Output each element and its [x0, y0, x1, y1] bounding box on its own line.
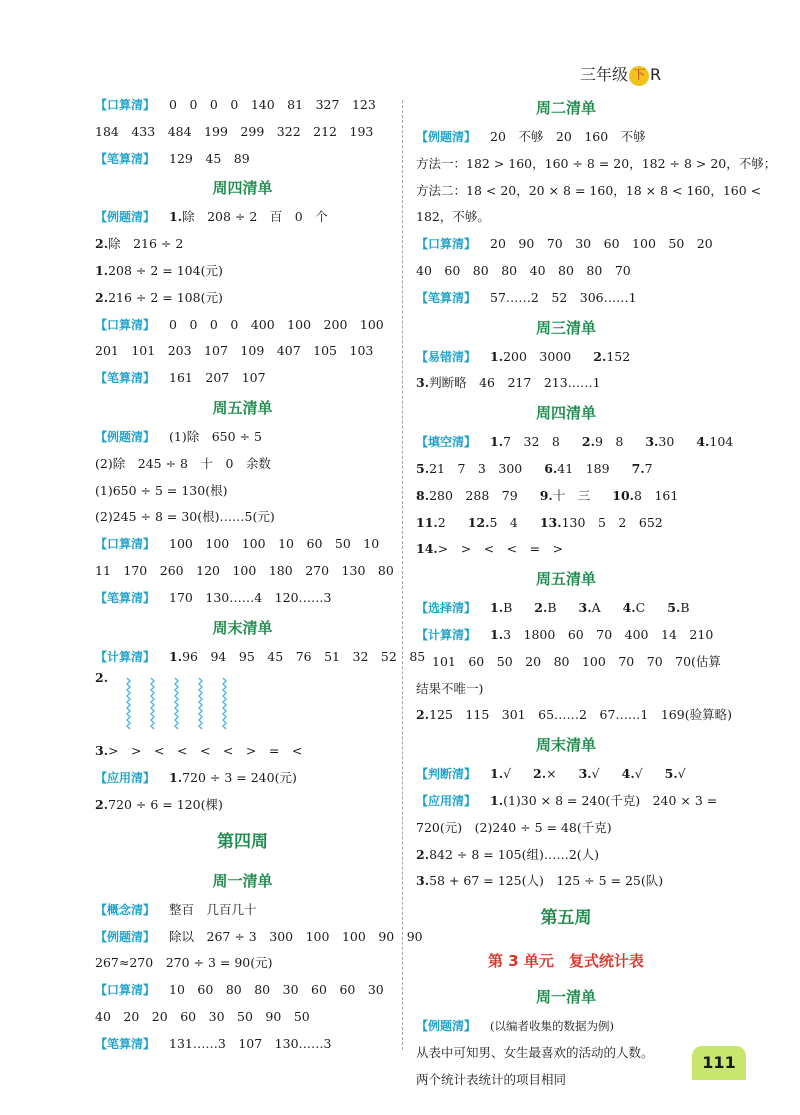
section-tag: 【计算清】: [416, 627, 477, 642]
answer-line: [95, 897, 390, 924]
answer-line: [416, 622, 716, 649]
answer-line: (1)650 ÷ 5 = 130(根): [95, 482, 228, 498]
answer-text: 十 三: [552, 487, 591, 503]
section-tag: 【例题清】: [95, 210, 156, 225]
answer-line: [95, 204, 390, 231]
section-tag: 【计算清】: [95, 649, 156, 664]
answer-text: 2: [437, 514, 446, 530]
answer-line: [95, 146, 390, 173]
section-tag: 【笔算清】: [95, 151, 156, 166]
answer-text: (1)30 × 8 = 240(千克) 240 × 3 =: [503, 792, 718, 808]
item-number: 3.: [578, 766, 592, 782]
page-number-badge: 111: [692, 1046, 746, 1080]
answer-text: 170 130……4 120……3: [169, 589, 332, 605]
item-number: 2.: [581, 434, 595, 450]
answer-line: [416, 483, 716, 510]
grade-label: 三年级: [580, 65, 629, 84]
answer-line: [95, 1031, 390, 1058]
answer-text: 7: [644, 460, 653, 476]
item-number: 12.: [467, 514, 490, 530]
item-number: 2.: [533, 766, 547, 782]
answer-line: [416, 124, 716, 151]
answer-text: (以编者收集的数据为例): [490, 1019, 614, 1034]
answer-text: 280 288 79: [429, 487, 518, 503]
answer-text: 131……3 107 130……3: [169, 1035, 332, 1051]
right-column: [416, 92, 777, 1094]
section-tag: 【口算清】: [95, 537, 156, 552]
answer-line: [416, 761, 716, 788]
edition-label: R: [650, 65, 662, 84]
section-tag: 【判断清】: [416, 767, 477, 782]
section-tag: 【笔算清】: [95, 1036, 156, 1051]
answer-line: [95, 231, 390, 258]
answer-text: 判断略 46 217 213……1: [429, 375, 601, 391]
answer-line: 40 20 20 60 30 50 90 50: [95, 1008, 310, 1024]
section-tag: 【例题清】: [416, 1019, 477, 1034]
answer-text: > > < < = >: [437, 541, 564, 557]
answer-text: 30: [658, 434, 675, 450]
answer-text: ×: [546, 766, 557, 782]
tally-answer: [95, 670, 390, 738]
answer-text: 8 161: [634, 487, 679, 503]
answer-text: √: [677, 766, 686, 782]
section-tag: 【选择清】: [416, 601, 477, 616]
answer-line: [95, 765, 390, 792]
answer-line: 101 60 50 20 80 100 70 70 70(估算: [432, 653, 721, 669]
answer-line: [416, 595, 716, 622]
answer-text: 208 ÷ 2 = 104(元): [108, 262, 223, 278]
answer-text: 41 189: [557, 460, 610, 476]
item-number: 14.: [416, 541, 438, 557]
answer-line: [95, 312, 390, 339]
item-number: 1.: [490, 626, 504, 642]
answer-line: 182，不够。: [416, 209, 490, 225]
item-number: 1.: [490, 600, 504, 616]
item-number: 3.: [578, 600, 592, 616]
section-tag: 【填空清】: [416, 435, 477, 450]
answer-line: 方法一：182 > 160，160 ÷ 8 = 20，182 ÷ 8 > 20，不够；: [416, 155, 777, 171]
answer-line: [416, 231, 716, 258]
item-number: 11.: [416, 514, 438, 530]
item-number: 8.: [416, 487, 430, 503]
item-number: 3.: [95, 743, 109, 759]
answer-line: [416, 285, 716, 312]
answer-text: 720 ÷ 3 = 240(元): [182, 770, 297, 786]
item-number: 4.: [622, 600, 636, 616]
section-heading: 周三清单: [535, 318, 596, 337]
answer-line: 40 60 80 80 40 80 80 70: [416, 262, 631, 278]
section-heading: 周五清单: [535, 570, 596, 589]
answer-text: 96 94 95 45 76 51 32 52 85: [182, 648, 426, 664]
answer-text: 3 1800 60 70 400 14 210: [503, 626, 714, 642]
answer-line: [95, 424, 390, 451]
answer-line: [416, 702, 732, 729]
item-number: 2.: [95, 796, 109, 812]
answer-line: 184 433 484 199 299 322 212 193: [95, 123, 374, 139]
answer-line: [416, 456, 716, 483]
answer-line: [95, 977, 390, 1004]
item-number: 1.: [490, 434, 504, 450]
section-tag: 【应用清】: [416, 793, 477, 808]
item-number: 2.: [416, 707, 430, 723]
answer-line: [416, 842, 716, 869]
item-number: 13.: [539, 514, 562, 530]
item-number: 5.: [664, 766, 678, 782]
column-divider: [402, 100, 403, 1050]
answer-text: √: [634, 766, 643, 782]
item-number: 1.: [490, 792, 504, 808]
answer-line: [95, 92, 390, 119]
answer-line: [95, 258, 390, 285]
answer-text: 216 ÷ 2 = 108(元): [108, 289, 223, 305]
section-tag: 【应用清】: [95, 771, 156, 786]
section-heading: 周五清单: [212, 398, 273, 417]
answer-text: 842 ÷ 8 = 105(组)……2(人): [429, 846, 600, 862]
answer-line: [416, 536, 716, 563]
answer-text: 除以 267 ÷ 3 300 100 100 90 90: [169, 928, 423, 944]
section-tag: 【例题清】: [95, 429, 156, 444]
answer-text: 161 207 107: [169, 370, 266, 386]
answer-text: 20 不够 20 160 不够: [490, 129, 646, 144]
answer-text: 0 0 0 0 400 100 200 100: [169, 316, 384, 332]
answer-text: √: [591, 766, 600, 782]
item-number: 2.: [95, 236, 109, 252]
answer-text: 0 0 0 0 140 81 327 123: [169, 97, 376, 112]
answer-line: [95, 531, 390, 558]
week-heading: 第五周: [540, 908, 592, 929]
section-tag: 【笔算清】: [416, 290, 477, 305]
answer-text: 125 115 301 65……2 67……1 169(验算略): [429, 707, 732, 723]
week-heading: 第四周: [217, 831, 268, 852]
section-tag: 【例题清】: [416, 130, 477, 144]
section-tag: 【笔算清】: [95, 590, 156, 605]
answer-line: (2)245 ÷ 8 = 30(根)……5(元): [95, 509, 275, 525]
answer-line: [416, 344, 716, 371]
section-heading: 周二清单: [535, 99, 596, 117]
answer-text: 除 216 ÷ 2: [108, 236, 184, 252]
left-column: [95, 92, 426, 1058]
item-number: 2.: [416, 846, 430, 862]
answer-text: 152: [606, 348, 631, 364]
item-number: 3.: [416, 873, 430, 889]
answer-line: [95, 585, 390, 612]
item-number: 2.: [593, 348, 607, 364]
answer-text: 104: [709, 434, 734, 450]
answer-line: [95, 924, 423, 951]
answer-line: [416, 370, 716, 397]
item-number: 1.: [169, 209, 183, 225]
answer-text: 100 100 100 10 60 50 10: [169, 536, 380, 552]
item-number: 5.: [416, 460, 430, 476]
answer-line: 201 101 203 107 109 407 105 103: [95, 343, 374, 359]
answer-text: B: [503, 600, 513, 616]
answer-line: [95, 738, 390, 765]
answer-text: 129 45 89: [169, 150, 250, 166]
answer-line: [416, 429, 734, 456]
section-heading: 周四清单: [212, 179, 273, 198]
section-tag: 【概念清】: [95, 902, 156, 917]
answer-line: [95, 365, 390, 392]
item-number: 1.: [169, 770, 183, 786]
page-header: [580, 62, 661, 86]
answer-line: [95, 792, 390, 819]
unit-heading: 第 3 单元 复式统计表: [488, 952, 644, 971]
item-number: 1.: [169, 648, 183, 664]
answer-line: 720(元) (2)240 ÷ 5 = 48(千克): [416, 819, 612, 835]
item-number: 4.: [621, 766, 635, 782]
answer-line: 结果不唯一): [416, 680, 484, 696]
answer-text: 9 8: [594, 434, 624, 450]
answer-text: 57……2 52 306……1: [490, 289, 637, 305]
item-number: 9.: [539, 487, 553, 503]
section-tag: 【口算清】: [95, 983, 156, 998]
item-number: 10.: [612, 487, 635, 503]
section-heading: 周一清单: [535, 988, 596, 1007]
answer-line: [95, 285, 390, 312]
section-tag: 【易错清】: [416, 349, 477, 364]
answer-line: 两个统计表统计的项目相同: [416, 1071, 567, 1087]
answer-line: [416, 788, 716, 815]
answer-text: 200 3000: [503, 348, 572, 364]
section-tag: 【口算清】: [95, 98, 156, 112]
section-heading: 周末清单: [212, 618, 273, 637]
item-number: 3.: [645, 434, 659, 450]
answer-line: [416, 868, 716, 895]
answer-line: (2)除 245 ÷ 8 十 0 余数: [95, 455, 271, 471]
answer-text: 5 4: [489, 514, 518, 530]
section-heading: 周末清单: [535, 736, 596, 755]
item-number: 1.: [490, 348, 504, 364]
answer-text: B: [547, 600, 557, 616]
answer-line: 方法二：18 < 20，20 × 8 = 160，18 × 8 < 160，160 <: [416, 182, 762, 198]
item-number: 2.: [95, 670, 109, 686]
section-tag: 【口算清】: [95, 317, 156, 332]
tally-sticks-image: [121, 676, 251, 736]
answer-line: [416, 1013, 716, 1040]
section-tag: 【口算清】: [416, 237, 477, 252]
item-number: 4.: [696, 434, 710, 450]
item-number: 7.: [631, 460, 645, 476]
item-number: 1.: [95, 262, 109, 278]
answer-line: [416, 510, 716, 537]
answer-line: 267≈270 270 ÷ 3 = 90(元): [95, 955, 273, 971]
semester-badge: 下: [629, 66, 649, 86]
answer-text: √: [503, 766, 512, 782]
answer-text: 58 + 67 = 125(人) 125 ÷ 5 = 25(队): [429, 873, 664, 889]
answer-text: C: [635, 600, 646, 616]
item-number: 1.: [490, 766, 504, 782]
item-number: 6.: [544, 460, 558, 476]
item-number: 5.: [667, 600, 681, 616]
item-number: 3.: [416, 375, 430, 391]
item-number: 2.: [534, 600, 548, 616]
answer-text: 21 7 3 300: [429, 460, 523, 476]
answer-line: [95, 644, 426, 671]
section-tag: 【例题清】: [95, 929, 156, 944]
section-tag: 【笔算清】: [95, 371, 156, 386]
answer-text: 10 60 80 80 30 60 60 30: [169, 982, 384, 998]
answer-line: 从表中可知男、女生最喜欢的活动的人数。: [416, 1044, 654, 1060]
answer-text: (1)除 650 ÷ 5: [169, 428, 262, 444]
answer-text: 130 5 2 652: [561, 514, 663, 530]
answer-text: 20 90 70 30 60 100 50 20: [490, 236, 713, 252]
section-heading: 周一清单: [212, 871, 273, 890]
answer-text: 除 208 ÷ 2 百 0 个: [182, 209, 328, 225]
answer-line: 11 170 260 120 100 180 270 130 80: [95, 562, 394, 578]
section-heading: 周四清单: [535, 404, 596, 423]
answer-text: 整百 几百几十: [169, 901, 257, 917]
answer-text: 720 ÷ 6 = 120(棵): [108, 796, 223, 812]
answer-text: A: [591, 600, 601, 616]
answer-text: > > < < < < > = <: [108, 743, 303, 759]
answer-text: B: [680, 600, 690, 616]
answer-text: 7 32 8: [503, 434, 560, 450]
item-number: 2.: [95, 289, 109, 305]
